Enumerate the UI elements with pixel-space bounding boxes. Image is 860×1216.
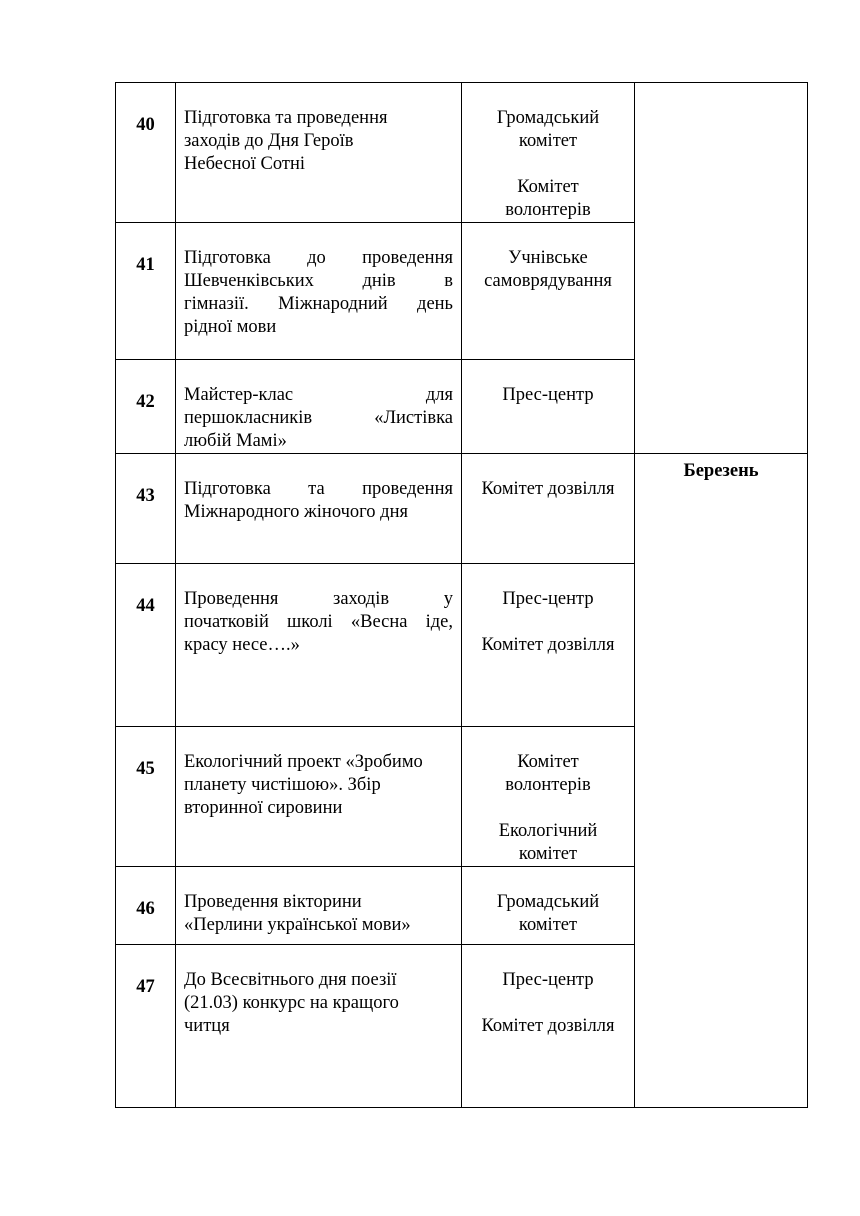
row-number-cell: 47: [116, 945, 176, 1108]
month-cell-empty: [635, 83, 808, 454]
responsible-cell: Прес-центр: [462, 360, 635, 454]
row-number-cell: 46: [116, 867, 176, 945]
row-number-cell: 44: [116, 564, 176, 727]
responsible-cell: Комітет волонтерів Екологічний комітет: [462, 727, 635, 867]
table-row: [116, 454, 808, 564]
event-title-cell: Підготовка до проведення Шевченківських днів в гімназії. Міжнародний день рідної мови: [176, 223, 462, 360]
responsible-cell: Прес-центр Комітет дозвілля: [462, 945, 635, 1108]
row-number-cell: 42: [116, 360, 176, 454]
month-cell: [635, 454, 808, 1108]
row-number-cell: 43: [116, 454, 176, 564]
event-title-cell: Підготовка та проведення заходів до Дня Героїв Небесної Сотні: [176, 83, 462, 223]
row-number-cell: 45: [116, 727, 176, 867]
event-title-cell: Екологічний проект «Зробимо планету чистішою». Збір вторинної сировини: [176, 727, 462, 867]
row-number-cell: 40: [116, 83, 176, 223]
table-row: [116, 83, 808, 223]
responsible-cell: Учнівське самоврядування: [462, 223, 635, 360]
responsible-cell: Громадський комітет Комітет волонтерів: [462, 83, 635, 223]
events-table: [115, 82, 808, 1108]
responsible-cell: Комітет дозвілля: [462, 454, 635, 564]
month-label: Березень: [683, 461, 759, 481]
responsible-cell: Громадський комітет: [462, 867, 635, 945]
row-number-cell: 41: [116, 223, 176, 360]
event-title-cell: Проведення заходів у початковій школі «Весна іде, красу несе….»: [176, 564, 462, 727]
event-title-cell: Майстер-клас для першокласників «Листівка любій Мамі»: [176, 360, 462, 454]
event-title-cell: Підготовка та проведення Міжнародного жіночого дня: [176, 454, 462, 564]
responsible-cell: Прес-центр Комітет дозвілля: [462, 564, 635, 727]
event-title-cell: Проведення вікторини «Перлини української мови»: [176, 867, 462, 945]
event-title-cell: До Всесвітнього дня поезії (21.03) конкурс на кращого читця: [176, 945, 462, 1108]
